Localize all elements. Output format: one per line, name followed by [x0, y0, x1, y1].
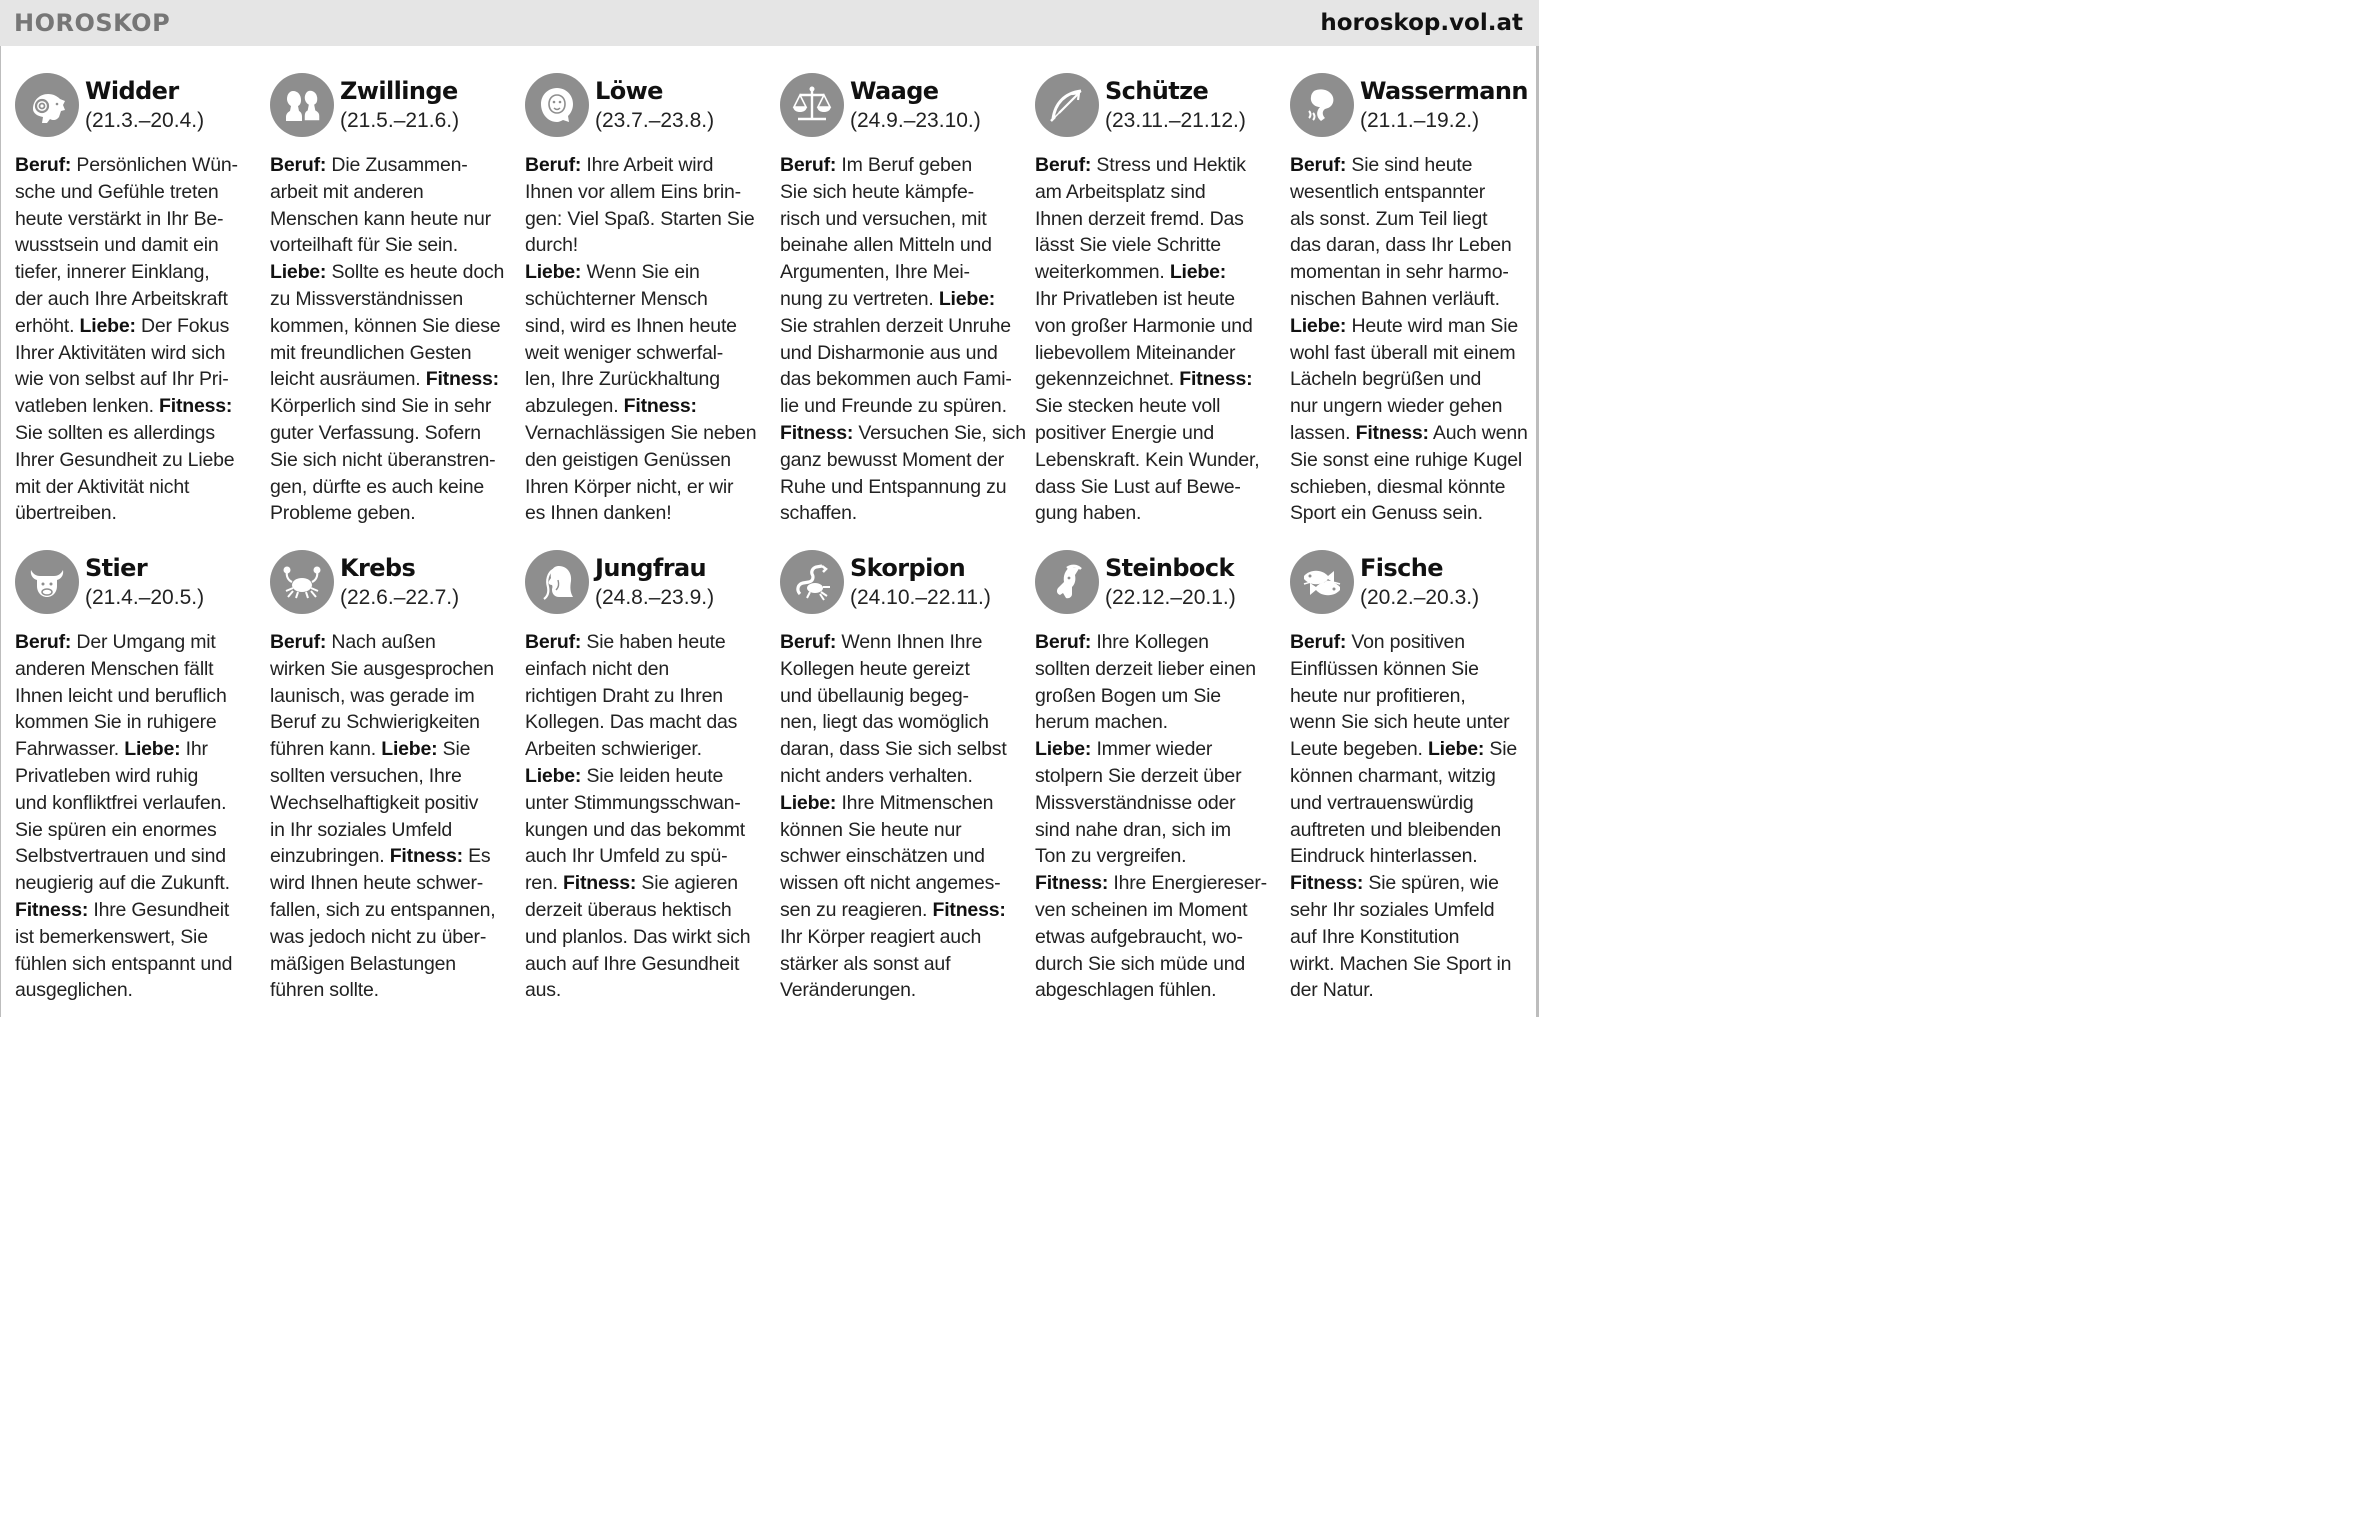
- text-run: Sie strahlen derzeit Unruhe: [780, 314, 1011, 337]
- text-run: neugierig auf die Zukunft.: [15, 872, 230, 895]
- text-run: Die Zusammen-: [326, 154, 468, 176]
- card-header: [1290, 550, 1540, 620]
- sign-name: Wassermann: [1360, 77, 1528, 105]
- text-run: abgeschlagen fühlen.: [1035, 979, 1217, 1002]
- text-run: leicht ausräumen.: [270, 368, 426, 391]
- section-label: Liebe:: [525, 764, 582, 787]
- text-run: kommen Sie in ruhigere: [15, 711, 217, 734]
- section-label: Beruf:: [1035, 631, 1092, 653]
- text-run: stolpern Sie derzeit über: [1035, 764, 1242, 787]
- text-run: Sollte es heute doch: [326, 261, 505, 284]
- horoscope-text: [780, 152, 1030, 527]
- text-run: sollten versuchen, Ihre: [270, 764, 462, 787]
- horoscope-text: [15, 152, 265, 527]
- text-run: auch Ihr Umfeld zu spü-: [525, 845, 728, 868]
- sign-dates: (22.12.–20.1.): [1105, 586, 1236, 609]
- sign-dates: (23.11.–21.12.): [1105, 109, 1246, 132]
- text-run: gen, dürfte es auch keine: [270, 475, 484, 498]
- text-run: Wechselhaftigkeit positiv: [270, 791, 479, 814]
- sign-dates: (24.8.–23.9.): [595, 586, 715, 609]
- text-run: Kollegen. Das macht das: [525, 711, 738, 734]
- section-label: Liebe:: [780, 791, 837, 814]
- text-run: abzulegen.: [525, 395, 624, 418]
- text-run: Argumenten, Ihre Mei-: [780, 261, 970, 284]
- text-run: lassen.: [1290, 421, 1356, 444]
- text-run: als sonst. Zum Teil liegt: [1290, 207, 1488, 230]
- section-label: Fitness:: [623, 395, 697, 418]
- text-run: einzubringen.: [270, 845, 390, 868]
- text-run: Der Umgang mit: [71, 631, 216, 653]
- text-run: nung zu vertreten.: [780, 287, 939, 310]
- section-label: Liebe:: [270, 261, 327, 284]
- sign-name: Stier: [85, 554, 148, 582]
- text-run: dass Sie Lust auf Bewe-: [1035, 475, 1241, 498]
- text-run: Wenn Sie ein: [581, 261, 700, 284]
- section-label: Beruf:: [270, 631, 327, 653]
- card-header: [1035, 550, 1285, 620]
- sign-name: Skorpion: [850, 554, 966, 582]
- text-run: wirkt. Machen Sie Sport in: [1290, 952, 1512, 975]
- section-label: Liebe:: [124, 738, 181, 761]
- text-run: Sie spüren ein enormes: [15, 818, 217, 841]
- text-run: Sie sind heute: [1346, 154, 1473, 176]
- text-run: von großer Harmonie und: [1035, 314, 1253, 337]
- text-run: len, Ihre Zurückhaltung: [525, 368, 720, 391]
- text-run: weit weniger schwerfal-: [525, 341, 724, 364]
- text-run: am Arbeitsplatz sind: [1035, 180, 1206, 203]
- section-label: Liebe:: [381, 738, 438, 761]
- horoscope-text: [1290, 629, 1540, 1004]
- text-run: und übellaunig begeg-: [780, 684, 969, 707]
- text-run: einfach nicht den: [525, 657, 670, 680]
- text-run: mäßigen Belastungen: [270, 952, 456, 975]
- crab-icon: [270, 550, 334, 614]
- card-header: [270, 550, 520, 620]
- text-run: mit freundlichen Gesten: [270, 341, 472, 364]
- section-label: Liebe:: [1035, 738, 1092, 761]
- text-run: Es: [462, 845, 491, 868]
- text-run: etwas aufgebraucht, wo-: [1035, 925, 1243, 948]
- text-run: sollten derzeit lieber einen: [1035, 657, 1256, 680]
- text-run: sche und Gefühle treten: [15, 180, 219, 203]
- text-run: ganz bewusst Moment der: [780, 448, 1005, 471]
- text-run: ist bemerkenswert, Sie: [15, 925, 208, 948]
- text-run: Menschen kann heute nur: [270, 207, 491, 230]
- text-run: es Ihnen danken!: [525, 502, 672, 525]
- text-run: Ton zu vergreifen.: [1035, 845, 1187, 868]
- sign-dates: (21.1.–19.2.): [1360, 109, 1480, 132]
- text-run: auftreten und bleibenden: [1290, 818, 1501, 841]
- section-label: Fitness:: [932, 898, 1006, 921]
- text-run: Vernachlässigen Sie neben: [525, 421, 757, 444]
- text-run: lie und Freunde zu spüren.: [780, 395, 1007, 418]
- text-run: Einflüssen können Sie: [1290, 657, 1479, 680]
- text-run: risch und versuchen, mit: [780, 207, 987, 230]
- archer-icon: [1035, 73, 1099, 137]
- text-run: schieben, diesmal könnte: [1290, 475, 1506, 498]
- card-header: [1035, 73, 1285, 143]
- text-run: wesentlich entspannter: [1290, 180, 1486, 203]
- text-run: Ihrer Gesundheit zu Liebe: [15, 448, 235, 471]
- text-run: herum machen.: [1035, 711, 1168, 734]
- text-run: übertreiben.: [15, 502, 117, 525]
- text-run: vatleben lenken.: [15, 395, 160, 418]
- text-run: großen Bogen um Sie: [1035, 684, 1221, 707]
- header-site-url[interactable]: horoskop.vol.at: [1320, 10, 1523, 36]
- sign-dates: (24.9.–23.10.): [850, 109, 981, 132]
- text-run: können charmant, witzig: [1290, 764, 1496, 787]
- text-run: zu Missverständnissen: [270, 287, 464, 310]
- text-run: Sie spüren, wie: [1363, 872, 1499, 895]
- text-run: Missverständnisse oder: [1035, 791, 1236, 814]
- horoscope-text: [1290, 152, 1540, 527]
- text-run: Sie haben heute: [581, 631, 726, 653]
- text-run: Ihre Arbeit wird: [581, 154, 714, 176]
- text-run: nen, liegt das womöglich: [780, 711, 989, 734]
- text-run: Sport ein Genuss sein.: [1290, 502, 1483, 525]
- text-run: kommen, können Sie diese: [270, 314, 501, 337]
- text-run: Der Fokus: [135, 314, 230, 337]
- text-run: Persönlichen Wün-: [71, 154, 238, 176]
- sign-dates: (24.10.–22.11.): [850, 586, 991, 609]
- text-run: wohl fast überall mit einem: [1290, 341, 1516, 364]
- text-run: wird Ihnen heute schwer-: [270, 872, 484, 895]
- text-run: führen sollte.: [270, 979, 379, 1002]
- text-run: lässt Sie viele Schritte: [1035, 234, 1221, 257]
- text-run: Nach außen: [326, 631, 436, 653]
- text-run: Wenn Ihnen Ihre: [836, 631, 983, 653]
- horoscope-card-widder: [15, 73, 265, 527]
- text-run: Auch wenn: [1428, 421, 1528, 444]
- section-label: Fitness:: [563, 872, 637, 895]
- card-header: [780, 73, 1030, 143]
- horoscope-text: [1035, 152, 1285, 527]
- sign-dates: (23.7.–23.8.): [595, 109, 715, 132]
- section-label: Fitness:: [159, 395, 233, 418]
- text-run: Sie sich nicht überanstren-: [270, 448, 496, 471]
- text-run: auch auf Ihre Gesundheit: [525, 952, 740, 975]
- horoscope-card-stier: [15, 550, 265, 1004]
- text-run: Ihre Energiereser-: [1108, 872, 1267, 895]
- text-run: Ihre Mitmenschen: [836, 791, 994, 814]
- text-run: nischen Bahnen verläuft.: [1290, 287, 1500, 310]
- sign-name: Waage: [850, 77, 939, 105]
- section-label: Fitness:: [1035, 872, 1109, 895]
- fish-icon: [1290, 550, 1354, 614]
- text-run: guter Verfassung. Sofern: [270, 421, 481, 444]
- text-run: Stress und Hektik: [1091, 154, 1246, 176]
- sign-name: Krebs: [340, 554, 416, 582]
- text-run: und konfliktfrei verlaufen.: [15, 791, 227, 814]
- text-run: Eindruck hinterlassen.: [1290, 845, 1478, 868]
- section-label: Beruf:: [1290, 631, 1347, 653]
- text-run: Sie agieren: [636, 872, 738, 895]
- text-run: Beruf zu Schwierigkeiten: [270, 711, 480, 734]
- text-run: wenn Sie sich heute unter: [1290, 711, 1510, 734]
- text-run: schaffen.: [780, 502, 857, 525]
- text-run: fallen, sich zu entspannen,: [270, 898, 496, 921]
- text-run: sind, wird es Ihnen heute: [525, 314, 737, 337]
- text-run: heute verstärkt in Ihr Be-: [15, 207, 224, 230]
- text-run: Heute wird man Sie: [1346, 314, 1519, 337]
- text-run: wusstsein und damit ein: [15, 234, 219, 257]
- text-run: der auch Ihre Arbeitskraft: [15, 287, 228, 310]
- text-run: ausgeglichen.: [15, 979, 133, 1002]
- text-run: Lebenskraft. Kein Wunder,: [1035, 448, 1260, 471]
- sign-name: Löwe: [595, 77, 663, 105]
- section-label: Beruf:: [270, 154, 327, 176]
- sign-dates: (21.5.–21.6.): [340, 109, 460, 132]
- text-run: Ihnen derzeit fremd. Das: [1035, 207, 1244, 230]
- text-run: gen: Viel Spaß. Starten Sie: [525, 207, 755, 230]
- sign-name: Zwillinge: [340, 77, 458, 105]
- text-run: gung haben.: [1035, 502, 1142, 525]
- sign-name: Steinbock: [1105, 554, 1234, 582]
- text-run: Ihrer Aktivitäten wird sich: [15, 341, 226, 364]
- text-run: Sie: [437, 738, 471, 761]
- text-run: nur ungern wieder gehen: [1290, 395, 1503, 418]
- text-run: wirken Sie ausgesprochen: [270, 657, 494, 680]
- section-label: Beruf:: [1290, 154, 1347, 176]
- horoscope-card-skorpion: [780, 550, 1030, 1004]
- text-run: Leute begeben.: [1290, 738, 1428, 761]
- card-header: [270, 73, 520, 143]
- text-run: Immer wieder: [1091, 738, 1213, 761]
- text-run: arbeit mit anderen: [270, 180, 424, 203]
- text-run: nicht anders verhalten.: [780, 764, 973, 787]
- text-run: in Ihr soziales Umfeld: [270, 818, 453, 841]
- horoscope-text: [1035, 629, 1285, 1004]
- card-header: [15, 73, 265, 143]
- section-label: Liebe:: [79, 314, 136, 337]
- section-label: Liebe:: [938, 287, 996, 310]
- section-label: Fitness:: [1355, 421, 1429, 444]
- section-label: Liebe:: [1427, 738, 1485, 761]
- text-run: Ihr: [180, 738, 208, 761]
- text-run: beinahe allen Mitteln und: [780, 234, 992, 257]
- text-run: Fahrwasser.: [15, 738, 125, 761]
- text-run: gekennzeichnet.: [1035, 368, 1180, 391]
- text-run: stärker als sonst auf: [780, 952, 951, 975]
- page-header: [0, 0, 1539, 46]
- text-run: Sie sich heute kämpfe-: [780, 180, 974, 203]
- section-label: Fitness:: [1179, 368, 1253, 391]
- section-label: Beruf:: [525, 631, 582, 653]
- text-run: anderen Menschen fällt: [15, 657, 214, 680]
- text-run: positiver Energie und: [1035, 421, 1214, 444]
- twins-icon: [270, 73, 334, 137]
- text-run: und planlos. Das wirkt sich: [525, 925, 751, 948]
- text-run: derzeit überaus hektisch: [525, 898, 732, 921]
- text-run: Ihr Privatleben ist heute: [1035, 287, 1235, 310]
- text-run: Sie leiden heute: [581, 764, 724, 787]
- text-run: vorteilhaft für Sie sein.: [270, 234, 458, 257]
- sign-name: Fische: [1360, 554, 1443, 582]
- sign-name: Jungfrau: [595, 554, 707, 582]
- bull-icon: [15, 550, 79, 614]
- scorpion-icon: [780, 550, 844, 614]
- text-run: ren.: [525, 872, 564, 895]
- header-title: HOROSKOP: [14, 9, 171, 37]
- text-run: der Natur.: [1290, 979, 1374, 1002]
- text-run: können Sie heute nur: [780, 818, 962, 841]
- text-run: wie von selbst auf Ihr Pri-: [15, 368, 229, 391]
- text-run: Sie stecken heute voll: [1035, 395, 1221, 418]
- text-run: und Disharmonie aus und: [780, 341, 998, 364]
- section-label: Beruf:: [15, 154, 72, 176]
- text-run: ven scheinen im Moment: [1035, 898, 1248, 921]
- section-label: Beruf:: [15, 631, 72, 653]
- horoscope-card-krebs: [270, 550, 520, 1004]
- text-run: Von positiven: [1346, 631, 1465, 653]
- text-run: Ihren Körper nicht, er wir: [525, 475, 734, 498]
- horoscope-text: [15, 629, 265, 1004]
- sign-dates: (21.4.–20.5.): [85, 586, 205, 609]
- text-run: heute nur profitieren,: [1290, 684, 1466, 707]
- text-run: Im Beruf geben: [836, 154, 972, 176]
- text-run: fühlen sich entspannt und: [15, 952, 233, 975]
- text-run: momentan in sehr harmo-: [1290, 261, 1509, 284]
- text-run: was jedoch nicht zu über-: [270, 925, 487, 948]
- section-label: Fitness:: [780, 421, 854, 444]
- card-header: [525, 73, 775, 143]
- horoscope-card-zwillinge: [270, 73, 520, 527]
- text-run: durch!: [525, 234, 578, 257]
- text-run: wissen oft nicht angemes-: [780, 872, 1001, 895]
- text-run: liebevollem Miteinander: [1035, 341, 1236, 364]
- text-run: Selbstvertrauen und sind: [15, 845, 226, 868]
- card-header: [780, 550, 1030, 620]
- text-run: das daran, dass Ihr Leben: [1290, 234, 1512, 257]
- text-run: Körperlich sind Sie in sehr: [270, 395, 492, 418]
- text-run: Ihnen vor allem Eins brin-: [525, 180, 741, 203]
- section-label: Fitness:: [425, 368, 499, 391]
- virgin-icon: [525, 550, 589, 614]
- section-label: Liebe:: [1290, 314, 1347, 337]
- horoscope-card-lwe: [525, 73, 775, 527]
- horoscope-card-fische: [1290, 550, 1540, 1004]
- text-run: sind nahe dran, sich im: [1035, 818, 1231, 841]
- section-label: Beruf:: [1035, 154, 1092, 176]
- sign-name: Widder: [85, 77, 179, 105]
- section-label: Beruf:: [780, 154, 837, 176]
- text-run: sen zu reagieren.: [780, 898, 933, 921]
- text-run: mit der Aktivität nicht: [15, 475, 190, 498]
- text-run: und vertrauenswürdig: [1290, 791, 1474, 814]
- text-run: das bekommen auch Fami-: [780, 368, 1012, 391]
- section-label: Beruf:: [525, 154, 582, 176]
- horoscope-card-schtze: [1035, 73, 1285, 527]
- text-run: Kollegen heute gereizt: [780, 657, 970, 680]
- text-run: Versuchen Sie, sich: [853, 421, 1026, 444]
- card-header: [525, 550, 775, 620]
- text-run: Ihr Körper reagiert auch: [780, 925, 982, 948]
- horoscope-card-steinbock: [1035, 550, 1285, 1004]
- text-run: Ihre Gesundheit: [88, 898, 230, 921]
- text-run: richtigen Draht zu Ihren: [525, 684, 723, 707]
- card-header: [15, 550, 265, 620]
- text-run: kungen und das bekommt: [525, 818, 745, 841]
- section-label: Fitness:: [15, 898, 89, 921]
- text-run: führen kann.: [270, 738, 382, 761]
- section-label: Fitness:: [389, 845, 463, 868]
- horoscope-text: [270, 629, 520, 1004]
- text-run: launisch, was gerade im: [270, 684, 475, 707]
- horoscope-card-wassermann: [1290, 73, 1540, 527]
- text-run: Ihnen leicht und beruflich: [15, 684, 227, 707]
- text-run: tiefer, innerer Einklang,: [15, 261, 210, 284]
- sign-dates: (22.6.–22.7.): [340, 586, 460, 609]
- section-label: Liebe:: [525, 261, 582, 284]
- lion-icon: [525, 73, 589, 137]
- horoscope-text: [525, 629, 775, 1004]
- text-run: aus.: [525, 979, 562, 1002]
- horoscope-card-jungfrau: [525, 550, 775, 1004]
- sign-name: Schütze: [1105, 77, 1209, 105]
- text-run: daran, dass Sie sich selbst: [780, 738, 1007, 761]
- text-run: sehr Ihr soziales Umfeld: [1290, 898, 1495, 921]
- horoscope-text: [525, 152, 775, 527]
- text-run: erhöht.: [15, 314, 80, 337]
- section-label: Beruf:: [780, 631, 837, 653]
- text-run: weiterkommen.: [1035, 261, 1170, 284]
- text-run: Ihre Kollegen: [1091, 631, 1209, 653]
- text-run: Sie sonst eine ruhige Kugel: [1290, 448, 1523, 471]
- horoscope-text: [270, 152, 520, 527]
- text-run: Lächeln begrüßen und: [1290, 368, 1482, 391]
- text-run: Sie: [1484, 738, 1518, 761]
- goat-icon: [1035, 550, 1099, 614]
- text-run: Privatleben wird ruhig: [15, 764, 199, 787]
- text-run: durch Sie sich müde und: [1035, 952, 1246, 975]
- text-run: Ruhe und Entspannung zu: [780, 475, 1007, 498]
- section-label: Liebe:: [1169, 261, 1227, 284]
- horoscope-card-waage: [780, 73, 1030, 527]
- text-run: schüchterner Mensch: [525, 287, 708, 310]
- horoscope-text: [780, 629, 1030, 1004]
- text-run: den geistigen Genüssen: [525, 448, 731, 471]
- text-run: Veränderungen.: [780, 979, 916, 1002]
- text-run: Probleme geben.: [270, 502, 416, 525]
- text-run: Sie sollten es allerdings: [15, 421, 215, 444]
- water-bearer-icon: [1290, 73, 1354, 137]
- card-header: [1290, 73, 1540, 143]
- sign-dates: (20.2.–20.3.): [1360, 586, 1480, 609]
- ram-icon: [15, 73, 79, 137]
- sign-dates: (21.3.–20.4.): [85, 109, 205, 132]
- text-run: auf Ihre Konstitution: [1290, 925, 1460, 948]
- text-run: schwer einschätzen und: [780, 845, 985, 868]
- scales-icon: [780, 73, 844, 137]
- text-run: Arbeiten schwieriger.: [525, 738, 702, 761]
- section-label: Fitness:: [1290, 872, 1364, 895]
- text-run: unter Stimmungsschwan-: [525, 791, 741, 814]
